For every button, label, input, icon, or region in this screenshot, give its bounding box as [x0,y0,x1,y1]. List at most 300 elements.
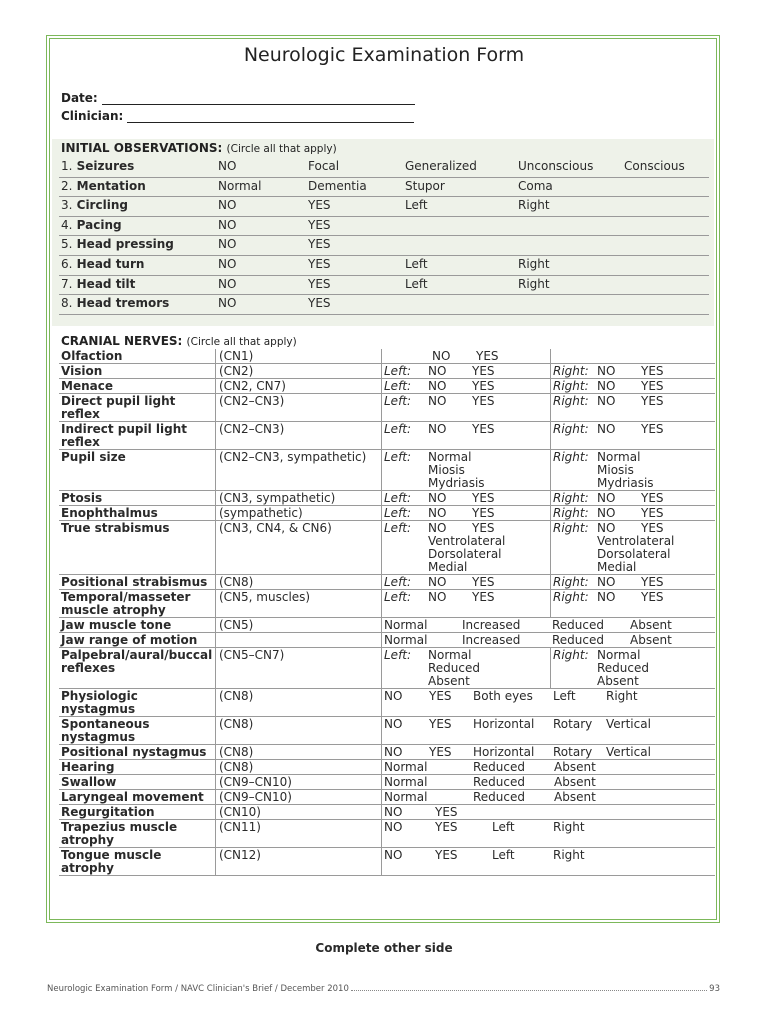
nerve-code-text: (CN3, sympathetic) [219,491,336,505]
left-eye-cell [382,450,551,491]
right-label: Right: [553,379,589,393]
test-name-text: Positional nystagmus [61,745,207,759]
test-name-text: Positional strabismus [61,575,208,589]
nerve-code [216,820,382,848]
right-eye-cell [551,575,716,590]
right-label: Right: [553,648,589,662]
test-name-text: Jaw muscle tone [61,618,172,632]
observation-option[interactable]: Right [518,257,550,271]
nerve-code [216,349,382,364]
cranial-nerve-row [59,790,715,805]
right-options [597,365,664,378]
right-options [597,395,664,408]
option-no[interactable]: NO [597,575,616,589]
nerve-test-name [59,790,216,805]
option[interactable]: Left [492,848,515,862]
observation-number: 3. [61,198,73,213]
option[interactable]: YES [429,745,452,759]
nerve-code-text: (CN9–CN10) [219,775,292,789]
option[interactable]: Normal [597,648,641,662]
observation-option[interactable]: Left [405,198,428,213]
option[interactable]: Horizontal [473,745,535,759]
observation-option[interactable]: YES [308,198,331,213]
option-yes[interactable]: YES [472,491,495,505]
nerve-code [216,491,382,506]
right-options [597,380,664,393]
cranial-nerve-row [59,394,715,422]
nerve-code [216,745,382,760]
observation-number: 4. [61,217,73,232]
option-yes[interactable]: YES [641,379,664,393]
observation-option[interactable]: Stupor [405,178,445,193]
cranial-nerve-row [59,491,715,506]
span-options-cell [382,618,716,633]
observation-option[interactable]: NO [218,198,237,213]
nerve-code-text: (CN8) [219,745,254,759]
option[interactable]: Right [606,689,638,703]
nerve-test-name [59,521,216,575]
test-name-text: Temporal/masseter muscle atrophy [61,590,191,617]
test-name-text: Laryngeal movement [61,790,204,804]
option[interactable]: YES [435,848,458,862]
left-label: Left: [384,521,412,535]
initial-observation-row [59,177,709,198]
observation-option[interactable]: YES [308,257,331,271]
observation-number: 6. [61,257,73,271]
observation-name: Pacing [76,217,122,232]
observation-option[interactable]: NO [218,159,237,173]
observation-option[interactable]: Left [405,276,428,291]
initial-observation-row [59,294,709,315]
option-yes[interactable]: YES [641,575,664,589]
option-yes[interactable]: YES [641,394,664,408]
option[interactable]: Ventrolateral [428,534,506,548]
right-eye-cell [551,648,716,689]
cranial-nerve-row [59,349,715,364]
span-options-cell [382,775,716,790]
observation-option[interactable]: Right [518,198,550,213]
test-name-text: Spontaneous nystagmus [61,717,150,744]
left-options [428,365,495,378]
test-name-text: Palpebral/aural/buccal reflexes [61,648,213,675]
option[interactable]: Right [553,848,585,862]
cranial-nerve-row [59,745,715,760]
test-name-text: Trapezius muscle atrophy [61,820,178,847]
option[interactable]: Medial [428,560,468,574]
nerve-code [216,590,382,618]
option[interactable]: Normal [384,775,428,789]
left-eye-cell [382,575,551,590]
nerve-code-text: (CN10) [219,805,261,819]
date-field[interactable] [61,91,415,105]
option[interactable]: Both eyes [473,689,533,703]
option[interactable]: Ventrolateral [597,534,675,548]
option[interactable]: Increased [462,618,521,632]
right-label: Right: [553,394,589,408]
nerve-code [216,450,382,491]
option[interactable]: Horizontal [473,717,535,731]
observation-number: 2. [61,178,73,193]
right-eye-cell [551,450,716,491]
observation-name: Circling [76,198,128,213]
left-eye-cell [382,491,551,506]
span-options-cell [382,805,716,820]
nerve-test-name [59,760,216,775]
nerve-code [216,648,382,689]
option-yes[interactable]: YES [641,364,664,378]
observation-option[interactable]: YES [308,276,331,291]
left-label: Left: [384,394,412,408]
nerve-code-text: (CN8) [219,760,254,774]
cranial-nerve-row [59,575,715,590]
cranial-nerve-row [59,506,715,521]
option-no[interactable]: NO [428,491,447,505]
nerve-code-text: (CN9–CN10) [219,790,292,804]
option[interactable]: Mydriasis [428,476,485,490]
option-no[interactable]: NO [597,379,616,393]
observation-option[interactable]: Unconscious [518,159,594,173]
option[interactable]: Miosis [597,463,634,477]
option-yes[interactable]: YES [641,590,664,604]
cranial-nerves-table [59,349,715,876]
nerve-code [216,848,382,876]
observation-name: Head tremors [76,296,170,311]
left-label: Left: [384,491,412,505]
left-options [428,507,495,520]
test-name-text: Vision [61,364,103,378]
nerve-test-name [59,575,216,590]
nerve-code-text: (CN8) [219,717,254,731]
option[interactable]: Medial [597,560,637,574]
nerve-code [216,760,382,775]
option[interactable]: Left [553,689,576,703]
observation-label [61,179,146,193]
option[interactable]: Absent [630,633,672,647]
test-name-text: Olfaction [61,349,123,363]
test-name-text: Direct pupil light reflex [61,394,176,421]
option[interactable]: Reduced [473,760,526,774]
test-name-text: Menace [61,379,113,393]
footer-leader-dots [351,983,707,991]
cranial-nerve-row [59,805,715,820]
left-label: Left: [384,590,412,604]
nerve-test-name [59,717,216,745]
right-label: Right: [553,590,589,604]
observation-name: Seizures [76,159,135,173]
option[interactable]: Absent [597,674,639,688]
span-options-cell [382,820,716,848]
observation-option[interactable]: NO [218,237,237,252]
right-label: Right: [553,575,589,589]
nerve-test-name [59,848,216,876]
clinician-label: Clinician: [61,109,124,123]
left-eye-cell [382,506,551,521]
left-options [428,492,495,505]
nerve-code [216,379,382,394]
option-yes[interactable]: YES [472,422,495,436]
option[interactable]: Absent [554,775,596,789]
option[interactable]: Reduced [597,661,650,675]
option[interactable]: NO [384,805,403,819]
nerve-code [216,805,382,820]
cranial-nerve-row [59,521,715,575]
option[interactable]: NO [384,689,403,703]
right-eye-cell [551,422,716,450]
option-no[interactable]: NO [428,394,447,408]
option[interactable]: Absent [554,790,596,804]
option-no[interactable]: NO [428,364,447,378]
nerve-test-name [59,775,216,790]
option-no[interactable]: NO [428,521,447,535]
right-eye-cell [551,364,716,379]
nerve-code-text: (CN12) [219,848,261,862]
nerve-code-text: (CN2–CN3, sympathetic) [219,450,367,464]
option[interactable]: Rotary [553,745,593,759]
option[interactable]: Reduced [428,661,481,675]
option-yes[interactable]: YES [476,349,499,363]
nerve-code [216,717,382,745]
left-label: Left: [384,648,412,662]
option[interactable]: Reduced [473,790,526,804]
option[interactable]: Increased [462,633,521,647]
option-yes[interactable]: YES [641,521,664,535]
option-yes[interactable]: YES [472,394,495,408]
observation-option[interactable]: YES [308,237,331,252]
cranial-nerve-row [59,379,715,394]
option-yes[interactable]: YES [472,575,495,589]
test-name-text: Hearing [61,760,115,774]
right-label: Right: [553,491,589,505]
option[interactable]: Normal [384,760,428,774]
initial-observation-row [59,157,709,178]
observation-option[interactable]: YES [308,296,331,311]
option[interactable]: Left [492,820,515,834]
left-eye-cell [382,394,551,422]
initial-observation-row [59,216,709,237]
option-yes[interactable]: YES [472,379,495,393]
left-options [428,649,480,688]
nerve-code-text: (CN5, muscles) [219,590,311,604]
option[interactable]: Normal [597,450,641,464]
right-eye-cell [551,379,716,394]
nerve-test-name [59,349,216,364]
option[interactable]: Right [553,820,585,834]
nerve-code-text: (CN3, CN4, & CN6) [219,521,332,535]
option-no[interactable]: NO [428,506,447,520]
option[interactable]: Mydriasis [597,476,654,490]
option-yes[interactable]: YES [641,422,664,436]
option[interactable]: Rotary [553,717,593,731]
left-options [428,591,495,604]
left-eye-cell [382,590,551,618]
left-label: Left: [384,506,412,520]
observation-option[interactable]: Focal [308,159,340,173]
option[interactable]: NO [384,848,403,862]
option[interactable]: Absent [428,674,470,688]
option-yes[interactable]: YES [472,590,495,604]
span-options-cell [382,633,716,648]
initial-observation-row [59,235,709,256]
observation-option[interactable]: Coma [518,178,553,193]
option-no[interactable]: NO [428,575,447,589]
cranial-nerves-heading [61,334,297,348]
cranial-nerve-row [59,590,715,618]
left-options [428,576,495,589]
observation-option[interactable]: Conscious [624,159,685,173]
observation-option[interactable]: NO [218,276,237,291]
cranial-nerve-row [59,689,715,717]
clinician-field[interactable] [61,109,414,123]
nerve-test-name [59,633,216,648]
nerve-code-text: (CN8) [219,689,254,703]
option[interactable]: Normal [384,790,428,804]
cranial-nerve-row [59,717,715,745]
nerve-code [216,506,382,521]
option[interactable]: NO [384,745,403,759]
right-label: Right: [553,450,589,464]
nerve-code [216,422,382,450]
nerve-test-name [59,364,216,379]
date-label: Date: [61,91,98,105]
observation-option[interactable]: YES [308,217,331,232]
option[interactable]: Reduced [473,775,526,789]
option-yes[interactable]: YES [472,364,495,378]
left-options [428,395,495,408]
observation-number: 8. [61,296,73,311]
option-yes[interactable]: YES [472,506,495,520]
right-eye-cell [551,491,716,506]
test-name-text: Jaw range of motion [61,633,198,647]
page-number: 93 [709,984,720,994]
nerve-code [216,618,382,633]
observation-number: 5. [61,237,73,252]
test-name-text: Tongue muscle atrophy [61,848,162,875]
left-options [428,451,485,490]
observation-option[interactable]: Normal [218,178,262,193]
right-eye-cell [551,394,716,422]
page-title: Neurologic Examination Form [243,44,525,66]
observation-label [61,237,174,251]
left-label: Left: [384,364,412,378]
option[interactable]: YES [429,717,452,731]
option[interactable]: Normal [428,648,472,662]
nerve-code-text: (CN8) [219,575,254,589]
option-yes[interactable]: YES [641,491,664,505]
right-label: Right: [553,506,589,520]
nerve-test-name [59,506,216,521]
nerve-code-text: (sympathetic) [219,506,303,520]
nerve-code-text: (CN2) [219,364,254,378]
span-options-cell [382,848,716,876]
option-yes[interactable]: YES [641,506,664,520]
option-no[interactable]: NO [597,364,616,378]
span-options-cell [382,790,716,805]
option-no[interactable]: NO [428,379,447,393]
option[interactable]: NO [384,820,403,834]
observation-option[interactable]: NO [218,257,237,271]
nerve-code-text: (CN1) [219,349,254,363]
left-label: Left: [384,379,412,393]
cranial-nerve-row [59,422,715,450]
initial-observations-heading [61,141,337,155]
clinician-line[interactable] [127,110,414,123]
option[interactable]: Absent [630,618,672,632]
option-no[interactable]: NO [597,491,616,505]
option[interactable]: YES [435,820,458,834]
observation-label [61,198,128,212]
option[interactable]: Dorsolateral [597,547,671,561]
nerve-code [216,775,382,790]
test-name-text: Enophthalmus [61,506,158,520]
observation-option[interactable]: NO [218,296,237,311]
option[interactable]: Dorsolateral [428,547,502,561]
date-line[interactable] [102,92,415,105]
test-name-text: Pupil size [61,450,126,464]
option[interactable]: Absent [554,760,596,774]
option[interactable]: Vertical [606,745,651,759]
option[interactable]: Vertical [606,717,651,731]
nerve-code [216,575,382,590]
option[interactable]: Normal [428,450,472,464]
span-options-cell [382,717,716,745]
right-options [597,576,664,589]
observation-label [61,218,122,232]
option-no[interactable]: NO [597,590,616,604]
option-no[interactable]: NO [428,422,447,436]
observation-option[interactable]: Generalized [405,159,477,173]
option[interactable]: Reduced [552,618,605,632]
observation-option[interactable]: Right [518,276,550,291]
option-yes[interactable]: YES [472,521,495,535]
test-name-text: True strabismus [61,521,170,535]
nerve-test-name [59,805,216,820]
nerve-test-name [59,422,216,450]
observation-option[interactable]: Left [405,257,428,271]
nerve-test-name [59,491,216,506]
cranial-nerve-row [59,820,715,848]
observation-name: Mentation [76,178,146,193]
right-eye-cell [551,521,716,575]
observation-number: 7. [61,276,73,291]
footer-text: Neurologic Examination Form / NAVC Clinician's Brief / December 2010 [47,984,349,994]
left-label: Left: [384,422,412,436]
right-options [597,591,664,604]
option-no[interactable]: NO [428,590,447,604]
observation-option[interactable]: NO [218,217,237,232]
cranial-nerve-row [59,633,715,648]
option[interactable]: Reduced [552,633,605,647]
option-no[interactable]: NO [597,506,616,520]
observation-number: 1. [61,159,73,173]
option[interactable]: NO [384,717,403,731]
option[interactable]: Normal [384,633,428,647]
left-eye-cell [382,422,551,450]
empty-cell [551,349,716,364]
option[interactable]: Normal [384,618,428,632]
option[interactable]: YES [435,805,458,819]
option-no[interactable]: NO [597,394,616,408]
observation-name: Head tilt [76,276,136,291]
right-options [597,507,664,520]
nerve-code [216,689,382,717]
option-no[interactable]: NO [597,521,616,535]
option[interactable]: YES [429,689,452,703]
option-no[interactable]: NO [597,422,616,436]
observation-option[interactable]: Dementia [308,178,367,193]
option-no[interactable]: NO [432,349,451,363]
right-options [597,492,664,505]
option[interactable]: Miosis [428,463,465,477]
